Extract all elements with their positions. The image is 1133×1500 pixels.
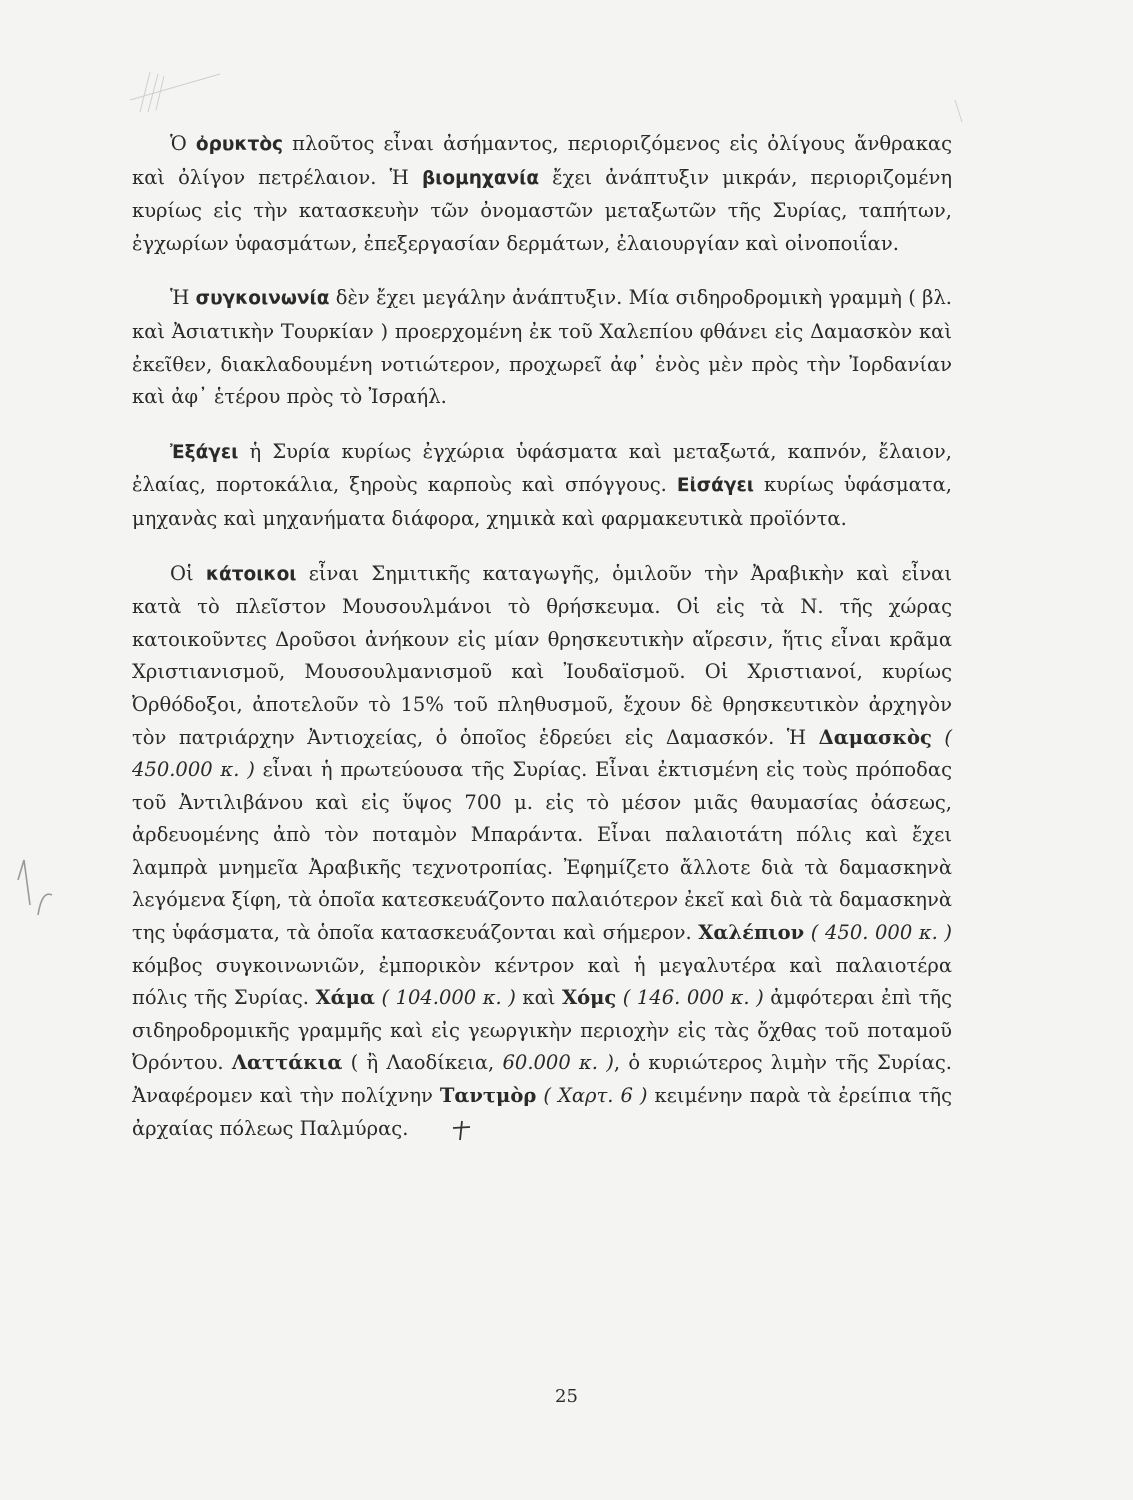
emphasis-run: βιομηχανία [421,167,540,189]
text-run: πλοῦτος εἶναι ἀσήμαντος, περιοριζόμενος εἰς ὀλίγους ἄνθρακας καὶ ὀλίγον πετρέλαιον. Ἡ [132,132,952,189]
text-run: κυρίως ὑφάσματα, μηχανὰς καὶ μηχανήματα διάφορα, χημικὰ καὶ φαρμακευτικὰ προϊόντα. [132,473,952,530]
text-run: Ὁ [170,132,196,155]
emphasis-run: Ταντμὸρ [439,1084,537,1108]
page-number: 25 [555,1386,578,1407]
emphasis-run: Χόμς [561,986,617,1010]
text-run: , ὁ κυριώτερος λιμὴν τῆς Συρίας. Ἀναφέρομεν καὶ τὴν πολίχνην [132,1051,952,1108]
emphasis-run: ὀρυκτὸς [195,134,283,155]
emphasis-run: ( 450. 000 κ. ) [804,921,952,945]
text-run: ἀμφότεραι ἐπὶ τῆς σιδηροδρομικῆς γραμμῆς καὶ εἰς γεωργικὴν περιοχὴν εἰς τὰς ὄχθας τοῦ ποταμοῦ Ὀρόντου. [132,986,952,1075]
text-run: ἔχει ἀνάπτυξιν μικράν, περιοριζομένη κυρίως εἰς τὴν κατασκευὴν τῶν ὀνομαστῶν μεταξωτῶν τῆς Συρίας, ταπήτων, ἐγχωρίων ὑφασμάτων, ἐπεξεργασίαν δερμάτων, ἐλαιουργίαν καὶ οἰνοποιΐαν. [132,165,953,255]
text-run: Οἱ [170,561,206,585]
text-run: εἶναι Σημιτικῆς καταγωγῆς, ὁμιλοῦν τὴν Ἀραβικὴν καὶ εἶναι κατὰ τὸ πλεῖστον Μουσουλμάνοι τὸ θρήσκευμα. Οἱ εἰς τὰ Ν. τῆς χώρας κατοικοῦντες Δροῦσοι ἀνήκουν εἰς μίαν θρησκευτικὴν αἵρεσιν, ἥτις εἶναι κρᾶμα Χριστιανισμοῦ, Μουσουλμανισμοῦ καὶ Ἰουδαϊσμοῦ. Οἱ Χριστιανοί, κυρίως Ὀρθόδοξοι, ἀποτελοῦν τὸ 15% τοῦ πληθυσμοῦ, ἔχουν δὲ θρησκευτικὸν ἀρχηγὸν τὸν πατριάρχην Ἀντιοχείας, ὁ ὁποῖος ἑδρεύει εἰς Δαμασκόν. Ἡ [132,561,952,749]
text-run: ( ἢ Λαοδίκεια, [342,1051,503,1075]
emphasis-run: ( 104.000 κ. ) [374,986,516,1010]
end-mark-icon [412,1119,434,1141]
emphasis-run: ( 450.000 κ. ) [132,725,952,782]
emphasis-run: Ἐξάγει [170,441,239,463]
emphasis-run: ( 146. 000 κ. ) [616,986,764,1010]
paragraph-minerals-industry [132,128,952,260]
paragraph-communications [132,282,952,413]
emphasis-run: κάτοικοι [205,563,297,585]
text-run: εἶναι ἡ πρωτεύουσα τῆς Συρίας. Εἶναι ἐκτισμένη εἰς τοὺς πρόποδας τοῦ Ἀντιλιβάνου καὶ εἰς ὕψος 700 μ. εἰς τὸ μέσον μιᾶς θαυμασίας ὀάσεως, ἀρδευομένης ἀπὸ τὸν ποταμὸν Μπαράντα. Εἶναι παλαιοτάτη πόλις καὶ ἔχει λαμπρὰ μνημεῖα Ἀραβικῆς τεχνοτροπίας. Ἐφημίζετο ἄλλοτε διὰ τὰ δαμασκηνὰ λεγόμενα ξίφη, τὰ ὁποῖα κατεσκευάζοντο παλαιότερον ἐκεῖ καὶ διὰ τὰ δαμασκηνὰ της ὑφάσματα, τὰ ὁποῖα κατασκευάζονται καὶ σήμερον. [132,758,952,945]
emphasis-run: 60.000 κ. ) [502,1051,614,1075]
emphasis-run: Εἰσάγει [676,475,754,497]
paragraph-inhabitants-cities [132,558,952,1146]
text-run: δὲν ἔχει μεγάλην ἀνάπτυξιν. Μία σιδηροδρομικὴ γραμμὴ ( βλ. καὶ Ἀσιατικὴν Τουρκίαν ) προερχομένη ἐκ τοῦ Χαλεπίου φθάνει εἰς Δαμασκὸν καὶ ἐκεῖθεν, διακλαδουμένη νοτιώτερον, προχωρεῖ ἀφ᾽ ἑνὸς μὲν πρὸς τὴν Ἰορδανίαν καὶ ἀφ᾽ ἑτέρου πρὸς τὸ Ἰσραήλ. [132,286,952,409]
emphasis-run: Χαλέπιον [698,921,805,945]
emphasis-run: Χάμα [315,986,375,1010]
text-run: καὶ [515,986,562,1010]
emphasis-run: ( Χαρτ. 6 ) [536,1084,648,1108]
emphasis-run: Λαττάκια [231,1051,343,1075]
body-text [132,128,952,1145]
text-run: κόμβος συγκοινωνιῶν, ἐμπορικὸν κέντρον καὶ ἡ μεγαλυτέρα καὶ παλαιοτέρα πόλις τῆς Συρίας. [132,953,952,1010]
text-run: ἡ Συρία κυρίως ἐγχώρια ὑφάσματα καὶ μεταξωτά, καπνόν, ἔλαιον, ἐλαίας, πορτοκάλια, ξηροὺς καρποὺς καὶ σπόγγους. [132,439,952,497]
emphasis-run: συγκοινωνία [195,288,330,310]
text-run: κειμένην παρὰ τὰ ἐρείπια τῆς ἀρχαίας πόλεως Παλμύρας. [132,1084,952,1140]
paragraph-exports-imports [132,436,952,536]
emphasis-run: Δαμασκὸς [818,725,932,749]
text-run: Ἡ [170,286,196,310]
